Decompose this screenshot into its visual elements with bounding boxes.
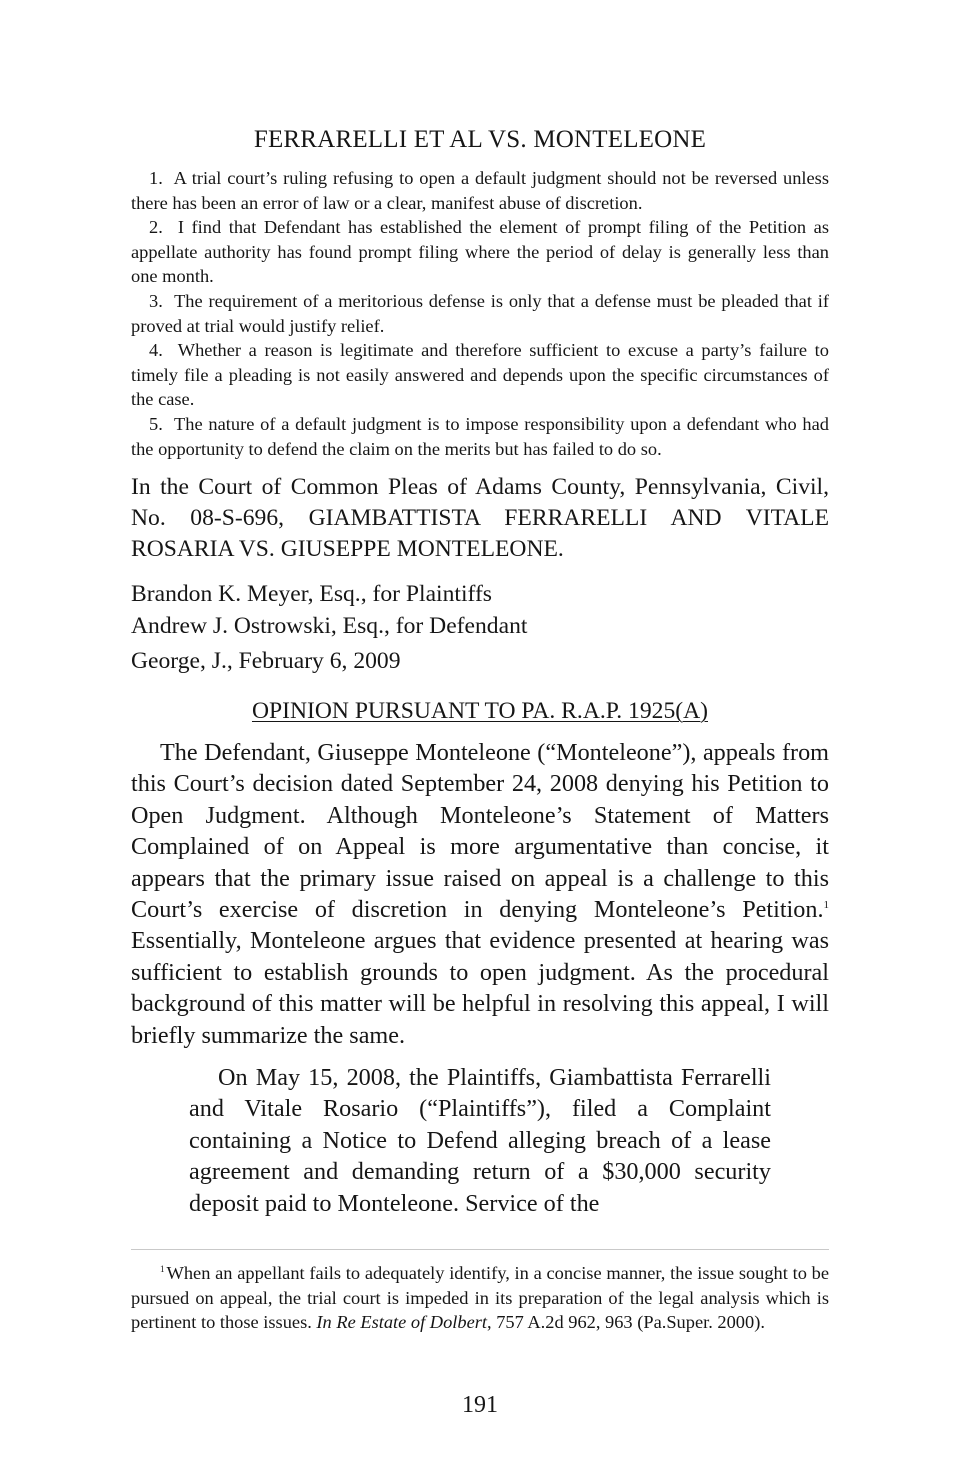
headnote-number: 4.	[149, 340, 163, 361]
headnote-text: A trial court’s ruling refusing to open a default judgment should not be reversed unless there has been an error of law or a clear, manifest abuse of discretion.	[131, 168, 829, 213]
headnote-1	[131, 166, 829, 215]
headnote-3	[131, 289, 829, 338]
judge-and-date: George, J., February 6, 2009	[131, 648, 401, 674]
headnote-number: 3.	[149, 290, 163, 311]
page-number: 191	[462, 1392, 498, 1418]
footnote	[131, 1261, 829, 1335]
headnote-text: The requirement of a meritorious defense is only that a defense must be pleaded that if proved at trial would justify relief.	[131, 290, 829, 336]
paragraph-text-after-note: Essentially, Monteleone argues that evidence presented at hearing was sufficient to establish grounds to open judgment. As the procedural background of this matter will be helpful in resolving this appeal, I will briefly summarize the same.	[131, 927, 829, 1049]
footnote-citation: , 757 A.2d 962, 963 (Pa.Super. 2000).	[487, 1312, 765, 1333]
headnote-5	[131, 412, 829, 461]
headnote-number: 2.	[149, 217, 163, 238]
headnote-text: I find that Defendant has established the element of prompt filing of the Petition as appellate authority has found prompt filing where the period of delay is generally less than one month.	[131, 217, 829, 287]
headnote-text: The nature of a default judgment is to impose responsibility upon a defendant who had the opportunity to defend the claim on the merits but has failed to do so.	[131, 413, 829, 459]
paragraph-text-before-note: The Defendant, Giuseppe Monteleone (“Monteleone”), appeals from this Court’s decision dated September 24, 2008 denying his Petition to Open Judgment. Although Monteleone’s Statement of Matters Complained of on Appeal is more argumentative than concise, it appears that the primary issue raised on appeal is a challenge to this Court’s exercise of discretion in denying Monteleone’s Petition.	[131, 739, 829, 924]
opinion-paragraph	[131, 737, 829, 1051]
footnote-case-name: In Re Estate of Dolbert	[316, 1312, 488, 1333]
block-quote: On May 15, 2008, the Plaintiffs, Giambattista Ferrarelli and Vitale Rosario (“Plaintiffs”), filed a Complaint containing a Notice to Defend alleging breach of a lease agreement and demanding return of a $30,000 security deposit paid to Monteleone. Service of the	[189, 1064, 771, 1217]
headnote-2	[131, 215, 829, 289]
running-head: FERRARELLI ET AL VS. MONTELEONE	[253, 126, 707, 153]
opinion-heading	[131, 695, 829, 727]
footnote-reference: 1	[823, 899, 829, 912]
headnotes	[131, 166, 829, 461]
footnote-marker: 1	[160, 1264, 165, 1274]
headnote-number: 5.	[149, 413, 163, 434]
footnote-divider	[131, 1249, 829, 1250]
headnote-text: Whether a reason is legitimate and therefore sufficient to excuse a party’s failure to timely file a pleading is not easily answered and depends upon the specific circumstances of the case.	[131, 340, 829, 410]
counsel-plaintiffs: Brandon K. Meyer, Esq., for Plaintiffs	[131, 581, 492, 607]
counsel-defendant: Andrew J. Ostrowski, Esq., for Defendant	[131, 613, 528, 639]
headnote-number: 1.	[149, 168, 163, 188]
headnote-4	[131, 338, 829, 412]
footnote-text: When an appellant fails to adequately identify, in a concise manner, the issue sought to be pursued on appeal, the trial court is impeded in its preparation of the legal analysis which is pertinent to those issues.	[131, 1263, 829, 1333]
case-caption: In the Court of Common Pleas of Adams County, Pennsylvania, Civil, No. 08-S-696, GIAMBATTISTA FERRARELLI AND VITALE ROSARIA VS. GIUSEPPE MONTELEONE.	[131, 474, 829, 562]
opinion-heading-text: OPINION PURSUANT TO PA. R.A.P. 1925(A)	[251, 698, 708, 724]
